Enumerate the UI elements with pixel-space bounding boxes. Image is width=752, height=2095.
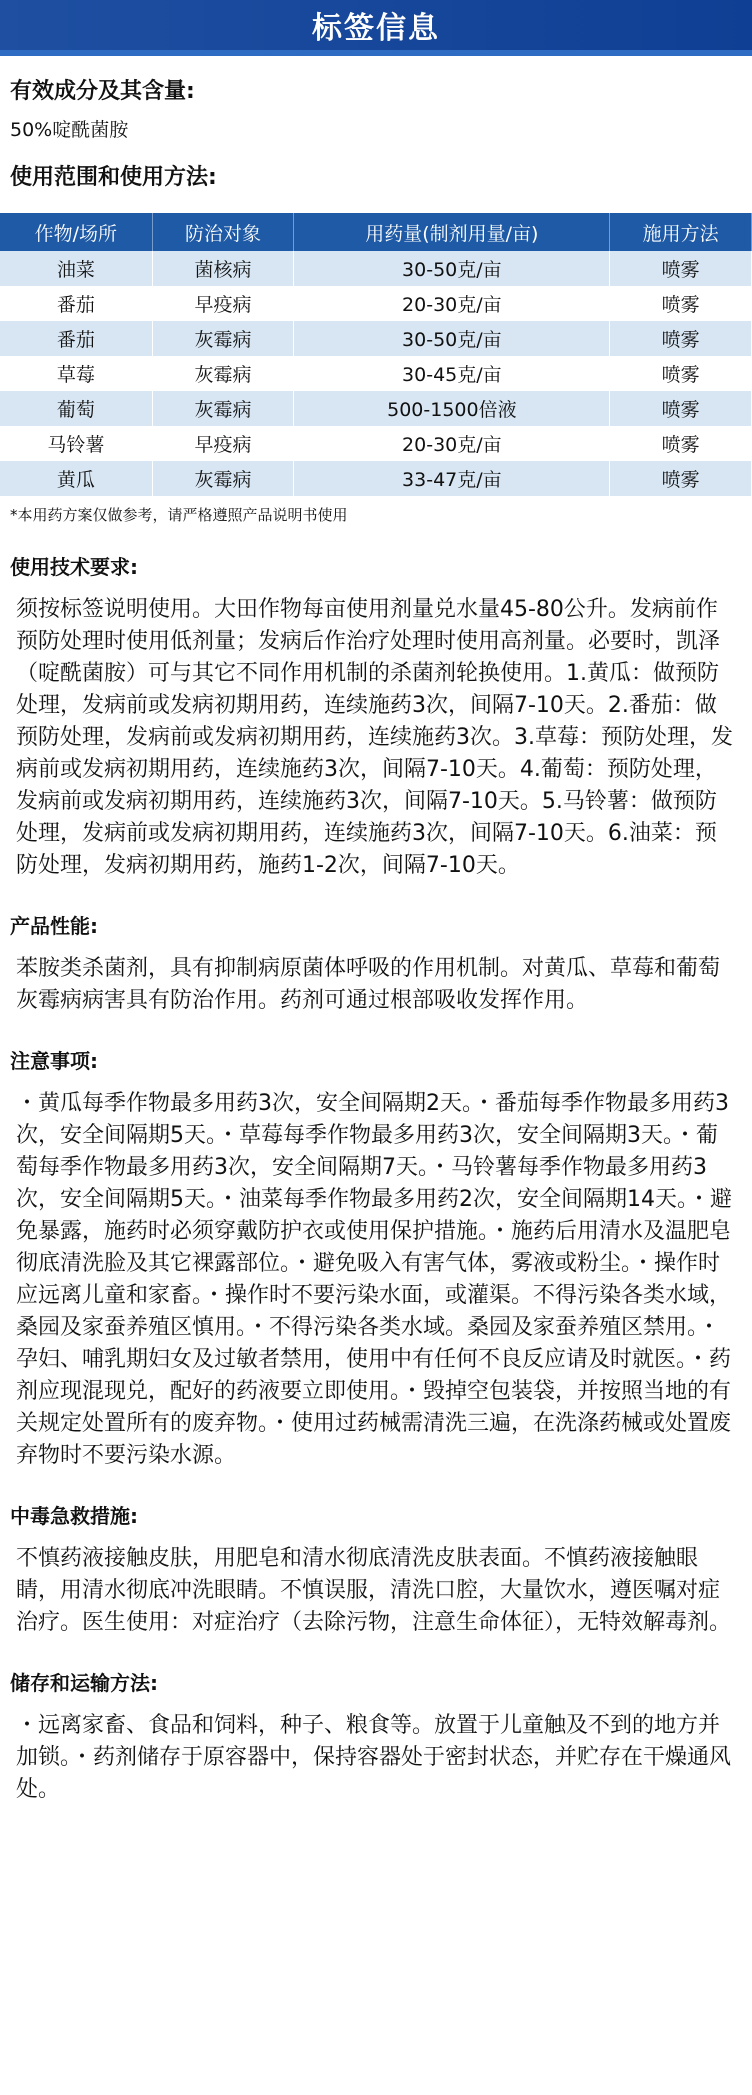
table-header-crop: 作物/场所 [0,213,152,251]
table-cell: 20-30克/亩 [294,426,610,461]
table-header-dosage: 用药量(制剂用量/亩) [294,213,610,251]
table-row [0,426,752,461]
table-cell: 500-1500倍液 [294,391,610,426]
table-cell: 油菜 [0,251,152,286]
header-bar [0,0,752,50]
active-ingredient-value: 50%啶酰菌胺 [10,119,129,141]
section-text-technical: 须按标签说明使用。大田作物每亩使用剂量兑水量45-80公升。发病前作预防处理时使用低剂量；发病后作治疗处理时使用高剂量。必要时，凯泽（啶酰菌胺）可与其它不同作用机制的杀菌剂轮换使用。1.黄瓜：做预防处理，发病前或发病初期用药，连续施药3次，间隔7-10天。2.番茄：做预防处理，发病前或发病初期用药，连续施药3次。3.草莓：预防处理，发病前或发病初期用药，连续施药3次，间隔7-10天。4.葡萄：预防处理，发病前或发病初期用药，连续施药3次，间隔7-10天。5.马铃薯：做预防处理，发病前或发病初期用药，连续施药3次，间隔7-10天。6.油菜：预防处理，发病初期用药，施药1-2次，间隔7-10天。 [16,597,733,878]
table-cell: 30-50克/亩 [294,251,610,286]
table-header-row [0,213,752,251]
table-cell: 33-47克/亩 [294,461,610,496]
active-ingredient-label: 有效成分及其含量: [10,79,195,104]
section-text-storage: ・远离家畜、食品和饲料，种子、粮食等。放置于儿童触及不到的地方并加锁。・药剂储存于原容器中，保持容器处于密封状态，并贮存在干燥通风处。 [16,1713,732,1802]
table-cell: 黄瓜 [0,461,152,496]
header-divider [0,50,752,56]
usage-label: 使用范围和使用方法: [10,165,217,190]
table-header-target: 防治对象 [152,213,294,251]
section-title-precautions: 注意事项: [10,1049,98,1073]
table-cell: 葡萄 [0,391,152,426]
table-cell: 草莓 [0,356,152,391]
table-row [0,251,752,286]
table-row [0,321,752,356]
table-cell: 菌核病 [152,251,294,286]
table-cell: 灰霉病 [152,391,294,426]
table-cell: 喷雾 [610,356,752,391]
section-text-first-aid: 不慎药液接触皮肤，用肥皂和清水彻底清洗皮肤表面。不慎药液接触眼睛，用清水彻底冲洗眼睛。不慎误服，清洗口腔，大量饮水，遵医嘱对症治疗。医生使用：对症治疗（去除污物，注意生命体征），无特效解毒剂。 [16,1546,732,1635]
label-content [0,74,752,1806]
table-row [0,391,752,426]
table-cell: 喷雾 [610,461,752,496]
table-cell: 灰霉病 [152,461,294,496]
section-title-technical: 使用技术要求: [10,555,138,579]
table-cell: 喷雾 [610,426,752,461]
usage-table [0,213,752,496]
table-cell: 早疫病 [152,426,294,461]
table-header-method: 施用方法 [610,213,752,251]
table-cell: 喷雾 [610,251,752,286]
table-row [0,356,752,391]
table-cell: 番茄 [0,321,152,356]
section-title-first-aid: 中毒急救措施: [10,1504,138,1528]
table-cell: 30-50克/亩 [294,321,610,356]
section-text-performance: 苯胺类杀菌剂，具有抑制病原菌体呼吸的作用机制。对黄瓜、草莓和葡萄灰霉病病害具有防治作用。药剂可通过根部吸收发挥作用。 [16,956,721,1013]
table-footnote: *本用药方案仅做参考，请严格遵照产品说明书使用 [10,506,348,524]
table-cell: 喷雾 [610,321,752,356]
table-cell: 灰霉病 [152,356,294,391]
table-cell: 30-45克/亩 [294,356,610,391]
table-cell: 20-30克/亩 [294,286,610,321]
table-row [0,461,752,496]
table-row [0,286,752,321]
table-cell: 番茄 [0,286,152,321]
table-cell: 喷雾 [610,286,752,321]
table-cell: 马铃薯 [0,426,152,461]
section-title-performance: 产品性能: [10,914,98,938]
table-cell: 早疫病 [152,286,294,321]
page-title: 标签信息 [312,11,440,46]
section-text-precautions: ・黄瓜每季作物最多用药3次，安全间隔期2天。・番茄每季作物最多用药3次，安全间隔期5天。・草莓每季作物最多用药3次，安全间隔期3天。・葡萄每季作物最多用药3次，安全间隔期7天。・马铃薯每季作物最多用药3次，安全间隔期5天。・油菜每季作物最多用药2次，安全间隔期14天。・避免暴露，施药时必须穿戴防护衣或使用保护措施。・施药后用清水及温肥皂彻底清洗脸及其它裸露部位。・避免吸入有害气体，雾液或粉尘。・操作时应远离儿童和家畜。・操作时不要污染水面，或灌渠。不得污染各类水域，桑园及家蚕养殖区慎用。・不得污染各类水域。桑园及家蚕养殖区禁用。・孕妇、哺乳期妇女及过敏者禁用，使用中有任何不良反应请及时就医。・药剂应现混现兑，配好的药液要立即使用。・毁掉空包装袋，并按照当地的有关规定处置所有的废弃物。・使用过药械需清洗三遍，在洗涤药械或处置废弃物时不要污染水源。 [16,1091,732,1468]
table-cell: 喷雾 [610,391,752,426]
section-title-storage: 储存和运输方法: [10,1671,158,1695]
table-cell: 灰霉病 [152,321,294,356]
